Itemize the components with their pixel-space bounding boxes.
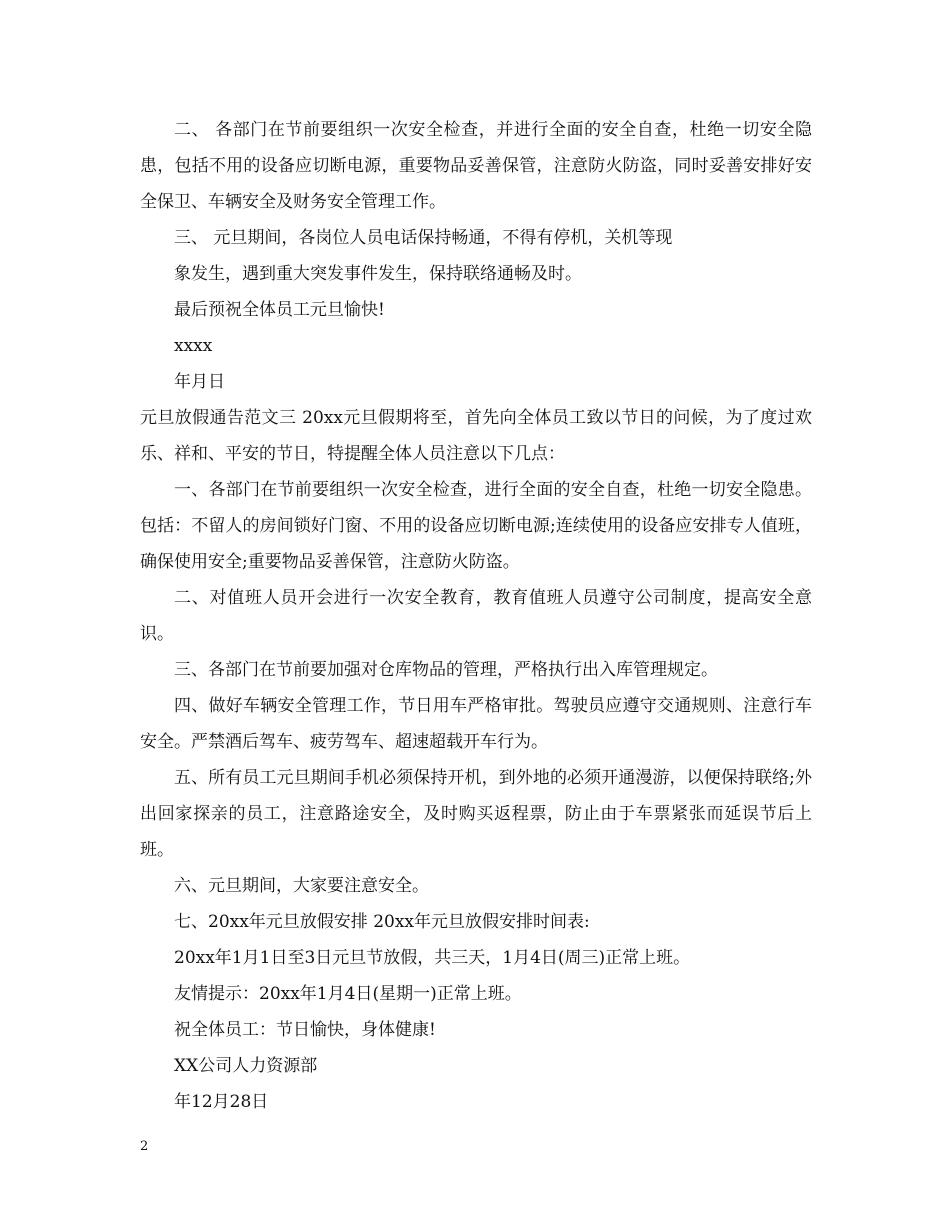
notice-three-intro: 元旦放假通告范文三 20xx元旦假期将至，首先向全体员工致以节日的问候，为了度过欢乐、祥和、平安的节日，特提醒全体人员注意以下几点：: [140, 408, 812, 464]
issuer-department: XX公司人力资源部: [174, 1056, 318, 1076]
page-number: 2: [140, 1139, 149, 1154]
notice-item-3: 三、各部门在节前要加强对仓库物品的管理，严格执行出入库管理规定。: [174, 660, 718, 680]
notice-item-6: 六、元旦期间，大家要注意安全。: [174, 876, 429, 896]
signature-placeholder: xxxx: [174, 336, 213, 356]
notice-item-7: 七、20xx年元旦放假安排 20xx年元旦放假安排时间表:: [174, 912, 590, 932]
notice-item-2: 二、对值班人员开会进行一次安全教育，教育值班人员遵守公司制度，提高安全意识。: [140, 588, 812, 644]
document-body: [140, 112, 812, 1120]
paragraph-greeting: 最后预祝全体员工元旦愉快!: [174, 300, 385, 320]
notice-item-1: 一、各部门在节前要组织一次安全检查，进行全面的安全自查，杜绝一切安全隐患。包括：不留人的房间锁好门窗、不用的设备应切断电源;连续使用的设备应安排专人值班，确保使用安全;重要物品妥善保管，注意防火防盗。: [140, 480, 812, 572]
issue-date: 年12月28日: [174, 1092, 269, 1112]
holiday-schedule: 20xx年1月1日至3日元旦节放假，共三天，1月4日(周三)正常上班。: [174, 948, 691, 968]
paragraph-phone-line-2: 象发生，遇到重大突发事件发生，保持联络通畅及时。: [174, 264, 582, 284]
notice-item-4: 四、做好车辆安全管理工作，节日用车严格审批。驾驶员应遵守交通规则、注意行车安全。严禁酒后驾车、疲劳驾车、超速超载开车行为。: [140, 696, 812, 752]
notice-item-5: 五、所有员工元旦期间手机必须保持开机，到外地的必须开通漫游，以便保持联络;外出回家探亲的员工，注意路途安全，及时购买返程票，防止由于车票紧张而延误节后上班。: [140, 768, 812, 860]
best-wishes: 祝全体员工：节日愉快，身体健康!: [174, 1020, 436, 1040]
date-placeholder: 年月日: [174, 372, 225, 392]
paragraph-phone-line-1: 三、 元旦期间，各岗位人员电话保持畅通，不得有停机，关机等现: [174, 228, 673, 248]
paragraph-safety-check: 二、 各部门在节前要组织一次安全检查，并进行全面的安全自查，杜绝一切安全隐患，包括不用的设备应切断电源，重要物品妥善保管，注意防火防盗，同时妥善安排好安全保卫、车辆安全及财务安全管理工作。: [140, 120, 812, 212]
friendly-reminder: 友情提示：20xx年1月4日(星期一)正常上班。: [174, 984, 522, 1004]
